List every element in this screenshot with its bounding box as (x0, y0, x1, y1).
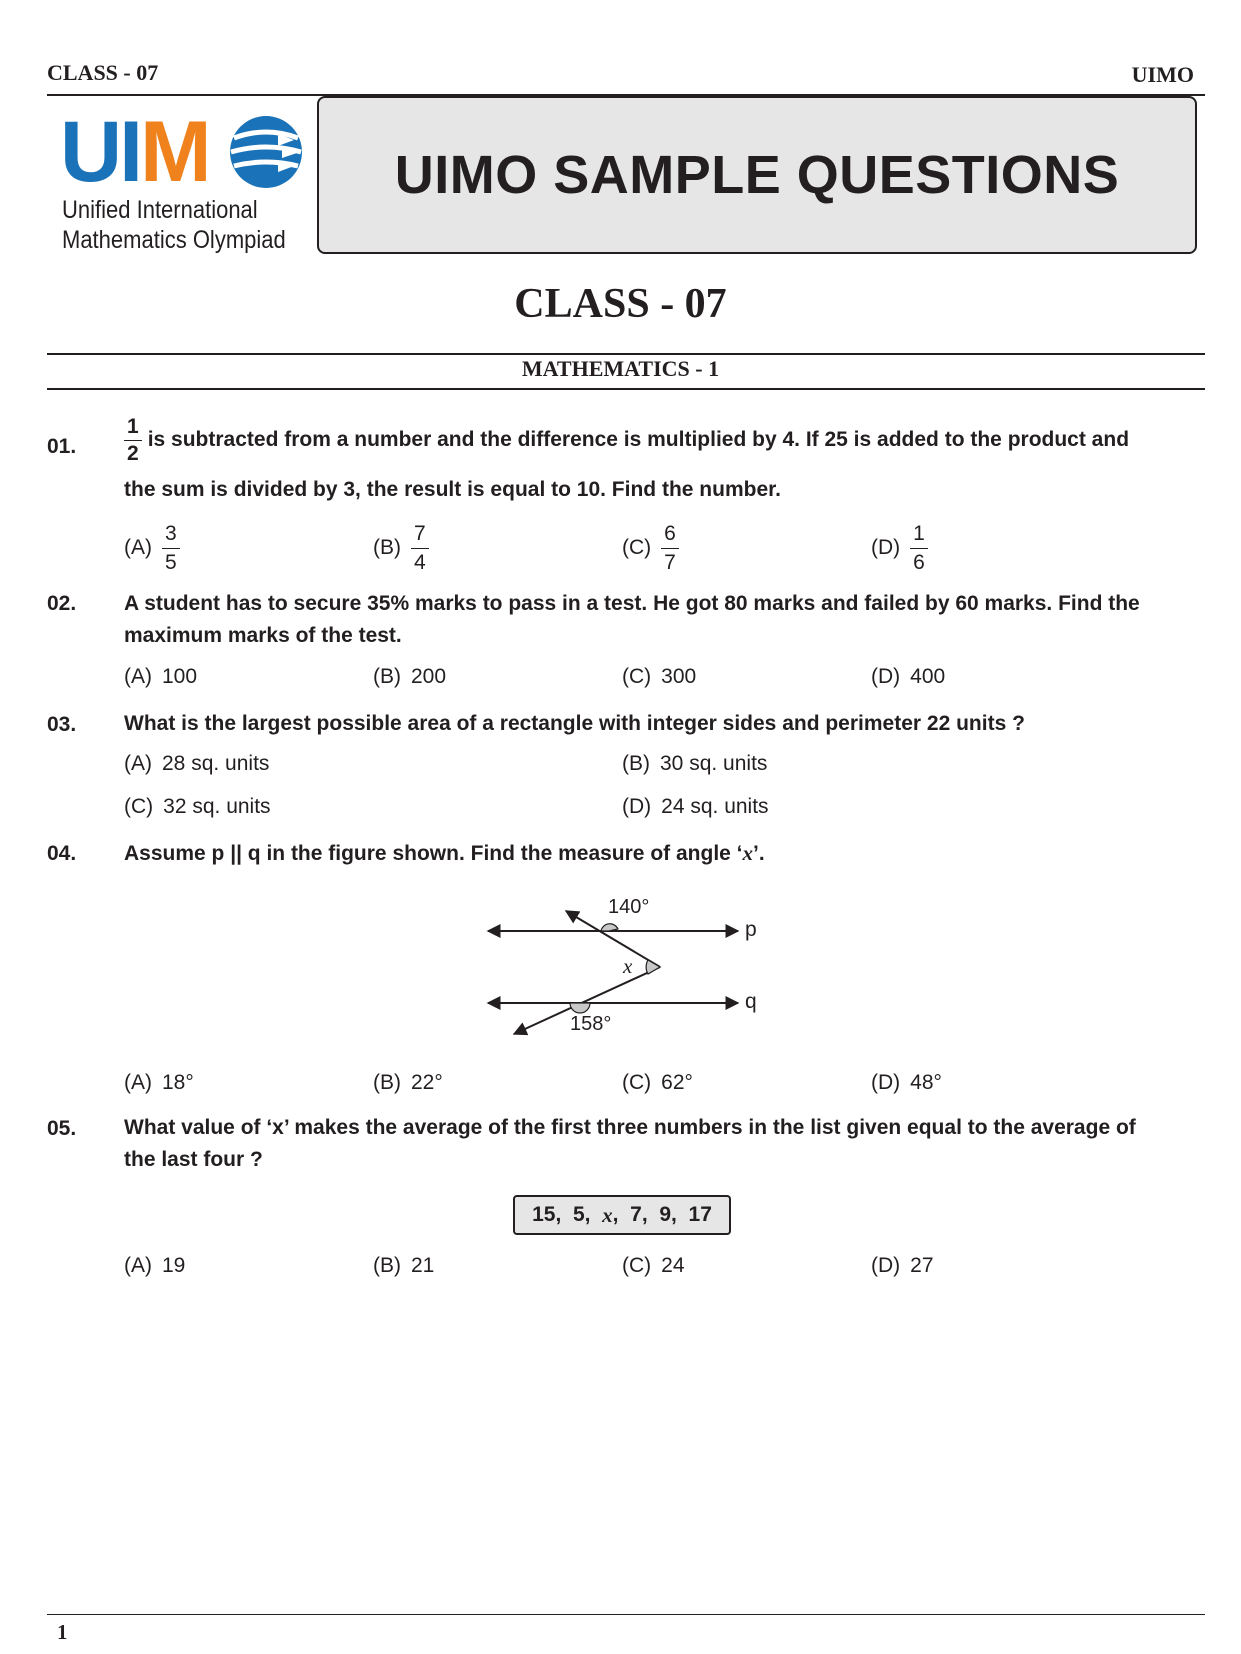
header-class-label: CLASS - 07 (47, 60, 159, 85)
question-text-line-1: is subtracted from a number and the difference is multiplied by 4. If 25 is added to the product and (147, 428, 1130, 452)
angle-arc-top (601, 924, 618, 931)
option-label: (C) (622, 1254, 652, 1277)
logo-wordmark (60, 104, 209, 200)
line-label-q: q (745, 990, 757, 1013)
option-fraction (661, 520, 679, 577)
fraction-numerator: 7 (411, 520, 429, 549)
option-value: 28 sq. units (162, 752, 270, 775)
subject-heading: MATHEMATICS - 1 (521, 356, 720, 381)
option-fraction (910, 520, 928, 577)
question-number: 04. (47, 842, 77, 865)
fraction-numerator: 1 (124, 414, 142, 441)
subject-rule-top (47, 353, 1205, 355)
option-label: (B) (373, 536, 401, 560)
option-label: (C) (124, 795, 154, 818)
option-value: 22° (411, 1071, 443, 1094)
option-b (622, 752, 767, 776)
option-label: (B) (373, 665, 401, 688)
angle-label-x: x (623, 954, 633, 978)
option-c (622, 1254, 685, 1278)
option-label: (C) (622, 536, 652, 560)
option-label: (A) (124, 1254, 152, 1277)
question-number: 02. (47, 592, 77, 615)
transversal-upper (566, 911, 660, 967)
title-banner (317, 96, 1197, 254)
angle-arc-bottom (570, 1003, 590, 1013)
question-text-line-1: A student has to secure 35% marks to pass in a test. He got 80 marks and failed by 60 marks. Find the (124, 592, 1140, 615)
class-heading: CLASS - 07 (514, 281, 727, 327)
option-a (124, 520, 180, 577)
option-a (124, 1071, 194, 1095)
option-fraction (411, 520, 429, 577)
option-label: (B) (373, 1254, 401, 1277)
option-a (124, 665, 197, 689)
option-value: 27 (910, 1254, 934, 1277)
option-value: 30 sq. units (660, 752, 768, 775)
option-d (871, 1254, 934, 1278)
option-b (373, 520, 429, 577)
globe-icon (228, 114, 304, 190)
question-text-line-2: the sum is divided by 3, the result is equal to 10. Find the number. (124, 478, 781, 501)
fraction-numerator: 6 (661, 520, 679, 549)
option-label: (C) (622, 1071, 652, 1094)
banner-title: UIMO SAMPLE QUESTIONS (394, 145, 1120, 205)
question-number: 03. (47, 713, 77, 736)
option-label: (D) (622, 795, 652, 818)
option-value: 62° (661, 1071, 693, 1094)
question-text-line-2: the last four ? (124, 1148, 263, 1171)
logo-letter-m: M (140, 104, 209, 200)
uimo-logo (60, 104, 310, 262)
option-label: (A) (124, 536, 152, 560)
question-text (124, 837, 1206, 870)
question-number: 01. (47, 435, 77, 458)
option-a (124, 752, 269, 776)
option-a (124, 1254, 185, 1278)
option-label: (A) (124, 665, 152, 688)
option-b (373, 1071, 443, 1095)
logo-line-2: Mathematics Olympiad (62, 226, 286, 254)
option-label: (B) (622, 752, 650, 775)
fraction (124, 414, 142, 467)
question-text-prefix: Assume p || q in the figure shown. Find the measure of angle ‘ (124, 842, 743, 865)
option-value: 24 sq. units (661, 795, 769, 818)
option-value: 24 (661, 1254, 685, 1277)
option-label: (A) (124, 1071, 152, 1094)
option-d (871, 665, 945, 689)
option-label: (C) (622, 665, 652, 688)
option-value: 48° (910, 1071, 942, 1094)
question-text-line-1: What is the largest possible area of a rectangle with integer sides and perimeter 22 units ? (124, 712, 1025, 735)
option-value: 19 (162, 1254, 186, 1277)
option-b (373, 1254, 434, 1278)
number-list-box (513, 1195, 731, 1235)
line-label-p: p (745, 918, 757, 941)
fraction-numerator: 3 (162, 520, 180, 549)
fraction-denominator: 6 (913, 551, 925, 574)
list-before: 15, 5, (532, 1203, 603, 1226)
option-value: 18° (162, 1071, 194, 1094)
fraction-denominator: 7 (664, 551, 676, 574)
option-label: (D) (871, 1071, 901, 1094)
option-value: 21 (411, 1254, 435, 1277)
logo-letter-u: U (60, 104, 120, 200)
option-label: (D) (871, 1254, 901, 1277)
logo-letter-i: I (119, 104, 141, 200)
option-d (871, 520, 928, 577)
option-value: 300 (661, 665, 697, 688)
option-c (124, 795, 271, 819)
angle-label-top: 140° (608, 896, 650, 918)
fraction-numerator: 1 (910, 520, 928, 549)
option-label: (B) (373, 1071, 401, 1094)
angle-label-bottom: 158° (570, 1013, 612, 1035)
option-c (622, 1071, 693, 1095)
option-value: 200 (411, 665, 447, 688)
list-variable: x (602, 1202, 613, 1227)
option-value: 400 (910, 665, 946, 688)
question-text-suffix: ’. (753, 842, 765, 865)
question-variable: x (742, 841, 753, 865)
option-label: (D) (871, 536, 901, 560)
question-text (124, 414, 1206, 467)
subject-rule-bottom (47, 388, 1205, 390)
fraction-denominator: 4 (414, 551, 426, 574)
list-after: , 7, 9, 17 (612, 1203, 712, 1226)
option-value: 32 sq. units (163, 795, 271, 818)
option-value: 100 (162, 665, 198, 688)
header-brand-label: UIMO (1131, 62, 1194, 87)
option-c (622, 520, 679, 577)
question-text-line-1: What value of ‘x’ makes the average of the first three numbers in the list given equal to the average of (124, 1116, 1136, 1139)
option-label: (A) (124, 752, 152, 775)
fraction-denominator: 5 (165, 551, 177, 574)
option-fraction (162, 520, 180, 577)
option-d (871, 1071, 942, 1095)
option-b (373, 665, 446, 689)
option-d (622, 795, 769, 819)
footer-rule (47, 1614, 1205, 1615)
question-number: 05. (47, 1117, 77, 1140)
parallel-lines-figure (480, 893, 770, 1043)
logo-line-1: Unified International (62, 196, 258, 224)
question-text-line-2: maximum marks of the test. (124, 624, 402, 647)
option-label: (D) (871, 665, 901, 688)
page-number: 1 (57, 1620, 68, 1644)
option-c (622, 665, 696, 689)
fraction-denominator: 2 (127, 442, 139, 465)
